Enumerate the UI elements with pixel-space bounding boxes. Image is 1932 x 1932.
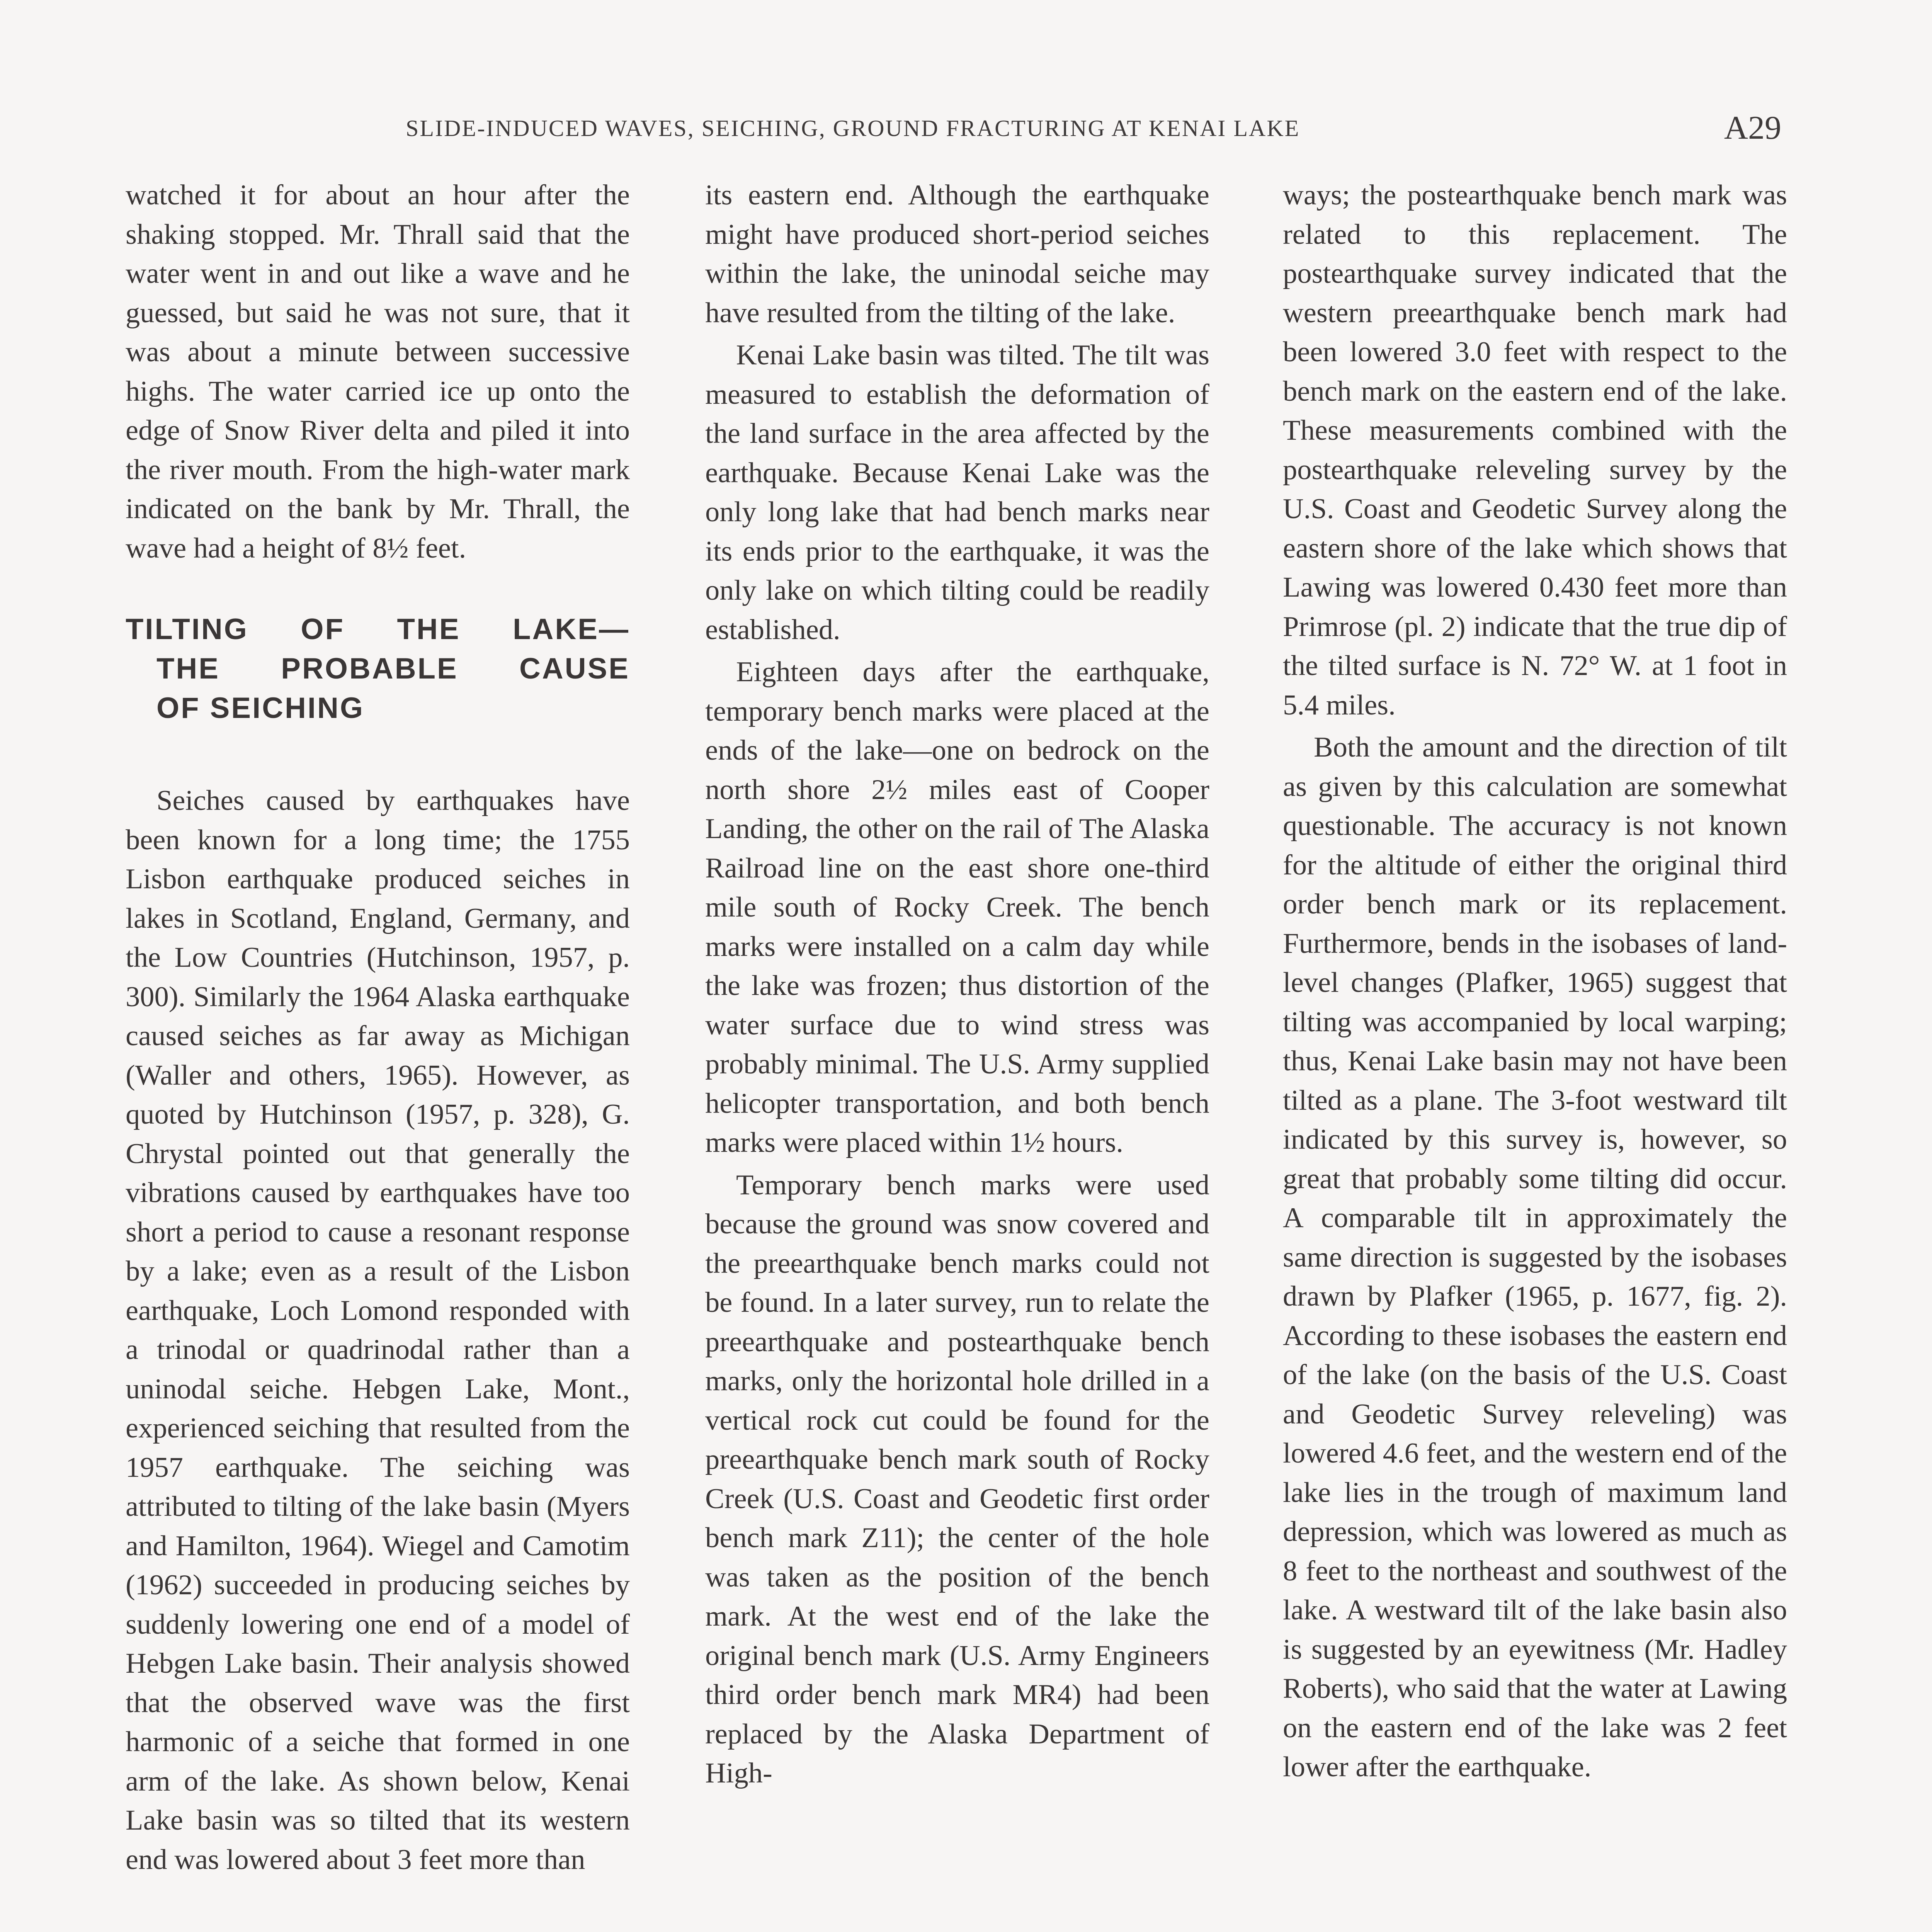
text-column-3 — [1283, 176, 1787, 1787]
text-column-1 — [126, 176, 630, 1879]
heading-line: THE PROBABLE CAUSE — [156, 652, 630, 685]
paragraph: Both the amount and the direction of tilt as given by this calculation are somewhat questionable. The accuracy is not known for the altitude of either the original third order bench mark or its replacement. Furthermore, bends in the isobases of land-level changes (Plafker, 1965) suggest that tilting was accompanied by local warping; thus, Kenai Lake basin may not have been tilted as a plane. The 3-foot westward tilt indicated by this survey is, however, so great that probably some tilting did occur. A comparable tilt in approximately the same direction is suggested by the isobases drawn by Plafker (1965, p. 1677, fig. 2). According to these isobases the eastern end of the lake (on the basis of the U.S. Coast and Geodetic Survey releveling) was lowered 4.6 feet, and the western end of the lake lies in the trough of maximum land depression, which was lowered as much as 8 feet to the northeast and southwest of the lake. A westward tilt of the lake basin also is suggested by an eyewitness (Mr. Hadley Roberts), who said that the water at Lawing on the eastern end of the lake was 2 feet lower after the earthquake. — [1283, 731, 1787, 1783]
paragraph: Temporary bench marks were used because the ground was snow covered and the preearthquake bench marks could not be found. In a later survey, run to relate the preearthquake and postearthquake bench marks, only the horizontal hole drilled in a vertical rock cut could be found for the preearthquake bench mark south of Rocky Creek (U.S. Coast and Geodetic first order bench mark Z11); the center of the hole was taken as the position of the bench mark. At the west end of the lake the original bench mark (U.S. Army Engineers third order bench mark MR4) had been replaced by the Alaska Department of High- — [705, 1169, 1209, 1789]
paragraph: ways; the postearthquake bench mark was related to this replacement. The postearthquake survey indicated that the western preearthquake bench mark had been lowered 3.0 feet with respect to the bench mark on the eastern end of the lake. These measurements combined with the postearthquake releveling survey by the U.S. Coast and Geodetic Survey along the eastern shore of the lake which shows that Lawing was lowered 0.430 feet more than Primrose (pl. 2) indicate that the true dip of the tilted surface is N. 72° W. at 1 foot in 5.4 miles. — [1283, 179, 1787, 721]
section-heading — [126, 610, 630, 728]
paragraph: Kenai Lake basin was tilted. The tilt was measured to establish the deformation of the land surface in the area affected by the earthquake. Because Kenai Lake was the only long lake that had bench marks near its ends prior to the earthquake, it was the only lake on which tilting could be readily established. — [705, 339, 1209, 646]
page-header — [128, 108, 1781, 155]
paragraph: Eighteen days after the earthquake, temporary bench marks were placed at the ends of the lake—one on bedrock on the north shore 2½ miles east of Cooper Landing, the other on the rail of The Alaska Railroad line on the east shore one-third mile south of Rocky Creek. The bench marks were installed on a calm day while the lake was frozen; thus distortion of the water surface due to wind stress was probably minimal. The U.S. Army supplied helicopter transportation, and both bench marks were placed within 1½ hours. — [705, 656, 1209, 1158]
heading-line: OF SEICHING — [156, 692, 365, 724]
paragraph: watched it for about an hour after the shaking stopped. Mr. Thrall said that the water went in and out like a wave and he guessed, but said he was not sure, that it was about a minute between successive highs. The water carried ice up onto the edge of Snow River delta and piled it into the river mouth. From the high-water mark indicated on the bank by Mr. Thrall, the wave had a height of 8½ feet. — [126, 179, 630, 564]
paragraph: its eastern end. Although the earthquake might have produced short-period seiches within the lake, the uninodal seiche may have resulted from the tilting of the lake. — [705, 179, 1209, 329]
heading-line: TILTING OF THE LAKE— — [126, 613, 630, 646]
paragraph: Seiches caused by earthquakes have been known for a long time; the 1755 Lisbon earthquake produced seiches in lakes in Scotland, England, Germany, and the Low Countries (Hutchinson, 1957, p. 300). Similarly the 1964 Alaska earthquake caused seiches as far away as Michigan (Waller and others, 1965). However, as quoted by Hutchinson (1957, p. 328), G. Chrystal pointed out that generally the vibrations caused by earthquakes have too short a period to cause a resonant response by a lake; even as a result of the Lisbon earthquake, Loch Lomond responded with a trinodal or quadrinodal rather than a uninodal seiche. Hebgen Lake, Mont., experienced seiching that resulted from the 1957 earthquake. The seiching was attributed to tilting of the lake basin (Myers and Hamilton, 1964). Wiegel and Camotim (1962) succeeded in producing seiches by suddenly lowering one end of a model of Hebgen Lake basin. Their analysis showed that the observed wave was the first harmonic of a seiche that formed in one arm of the lake. As shown below, Kenai Lake basin was so tilted that its western end was lowered about 3 feet more than — [126, 785, 630, 1876]
text-column-2 — [705, 176, 1209, 1793]
page-number: A29 — [1724, 109, 1781, 146]
running-head: SLIDE-INDUCED WAVES, SEICHING, GROUND FRACTURING AT KENAI LAKE — [406, 116, 1300, 141]
